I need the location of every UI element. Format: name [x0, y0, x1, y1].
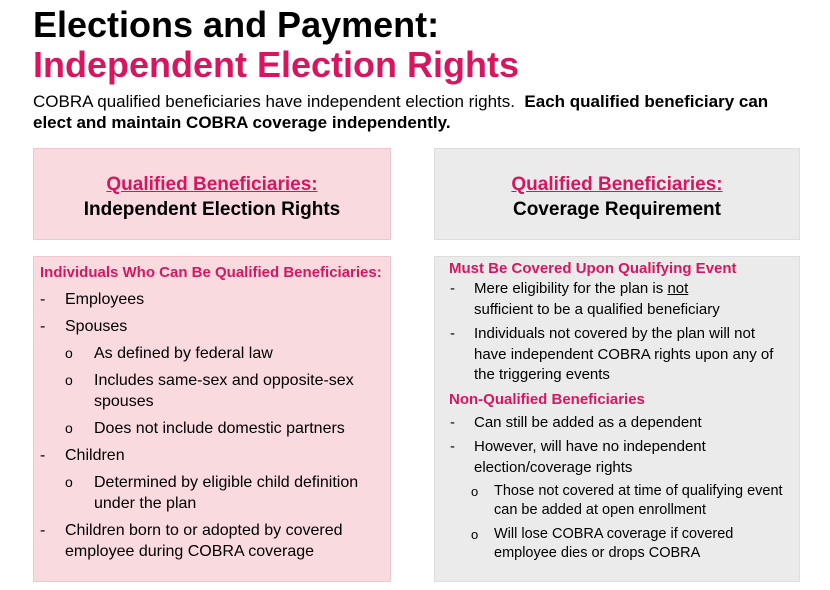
- circle-bullet: o: [471, 484, 479, 499]
- left-header-subtitle: Independent Election Rights: [83, 199, 341, 220]
- dash-bullet: -: [40, 291, 46, 308]
- right-content-box: [434, 256, 800, 582]
- circle-bullet: o: [65, 345, 73, 361]
- dash-bullet: -: [450, 438, 455, 455]
- sub-list-item: o Does not include domestic partners: [65, 420, 345, 437]
- sub-list-item: o Will lose COBRA coverage if covered employee dies or drops COBRA: [471, 526, 734, 561]
- list-item: - Spouses: [40, 318, 128, 335]
- left-header-box: [33, 148, 391, 240]
- underlined-not: not: [667, 280, 689, 297]
- sub-list-item: o Determined by eligible child definition under the plan: [65, 474, 359, 512]
- circle-bullet: o: [471, 527, 479, 542]
- circle-bullet: o: [65, 420, 73, 436]
- left-header-link[interactable]: Qualified Beneficiaries:: [106, 174, 318, 195]
- right-header-box: [434, 148, 800, 240]
- sub-list-item: o As defined by federal law: [65, 345, 273, 362]
- dash-bullet: -: [450, 325, 455, 342]
- left-content-box: [33, 256, 391, 582]
- sub-list-item: o Includes same-sex and opposite-sex spouses: [65, 372, 354, 410]
- page-title: Elections and Payment:: [33, 4, 440, 45]
- page-subtitle: Independent Election Rights: [33, 44, 520, 85]
- right-header-link[interactable]: Qualified Beneficiaries:: [511, 174, 723, 195]
- left-section-title: Individuals Who Can Be Qualified Beneficiaries:: [40, 264, 382, 281]
- dash-bullet: -: [450, 280, 455, 297]
- list-item: - Mere eligibility for the plan is not sufficient to be a qualified beneficiary: [450, 280, 720, 318]
- right-section-title-covered: Must Be Covered Upon Qualifying Event: [449, 260, 737, 277]
- dash-bullet: -: [40, 447, 46, 464]
- list-item: - Children: [40, 447, 125, 464]
- right-header-subtitle: Coverage Requirement: [512, 199, 721, 220]
- circle-bullet: o: [65, 474, 73, 490]
- intro-plain: COBRA qualified beneficiaries have independent election rights.: [33, 92, 515, 111]
- sub-list-item: o Those not covered at time of qualifying event can be added at open enrollment: [471, 483, 783, 518]
- dash-bullet: -: [450, 413, 455, 431]
- list-item: - Can still be added as a dependent: [449, 413, 791, 434]
- dash-bullet: -: [40, 318, 46, 335]
- intro-text: [33, 91, 793, 133]
- list-item: - Individuals not covered by the plan will not have independent COBRA rights upon any of the triggering events: [450, 325, 774, 383]
- right-section-title-nonqualified: Non-Qualified Beneficiaries: [449, 390, 645, 408]
- list-item: - Employees: [40, 291, 145, 308]
- dash-bullet: -: [40, 522, 46, 539]
- list-item: - However, will have no independent election/coverage rights: [450, 438, 706, 476]
- list-item: - Children born to or adopted by covered employee during COBRA coverage: [40, 522, 343, 560]
- circle-bullet: o: [65, 372, 73, 388]
- intro-bold: Each qualified beneficiary can elect and maintain COBRA coverage independently.: [33, 92, 769, 132]
